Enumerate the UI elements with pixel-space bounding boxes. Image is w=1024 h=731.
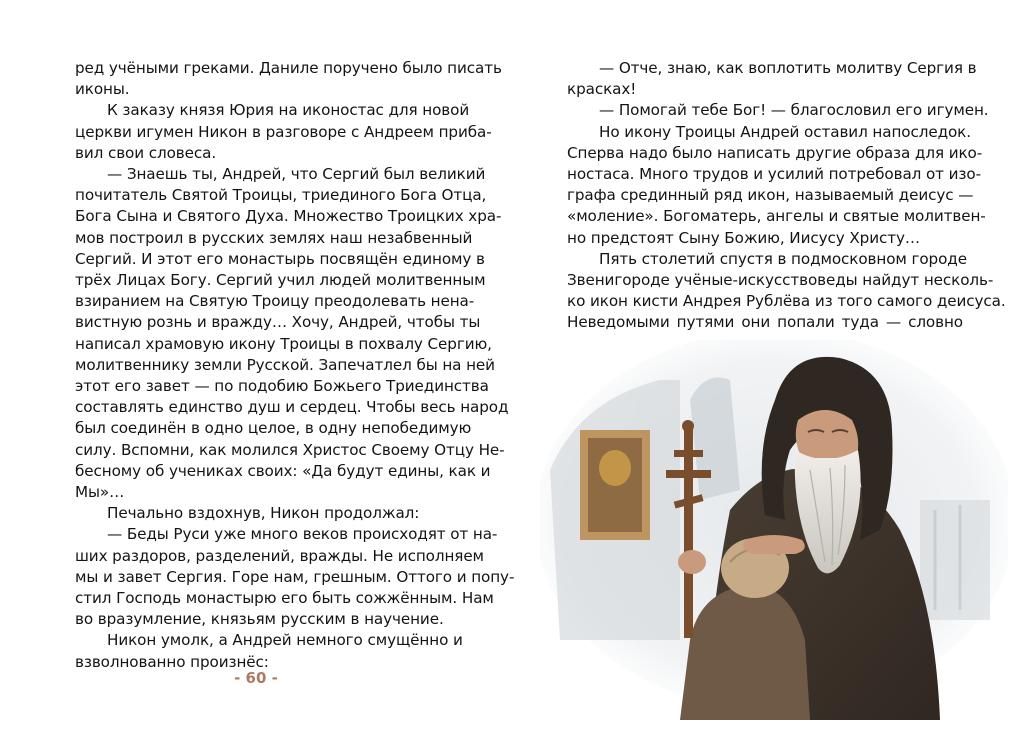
right-text-column <box>567 58 1006 334</box>
text-line: ред учёными греками. Даниле поручено было писать <box>75 59 502 77</box>
left-text-column <box>75 58 515 673</box>
text-line: Бога Сына и Святого Духа. Множество Троицких хра- <box>75 207 502 226</box>
text-line: Звенигороде учёные-искусствоведы найдут несколь- <box>567 271 994 290</box>
illustration-monk-blessing <box>540 340 1008 720</box>
text-line: почитатель Святой Троицы, триединого Бога Отца, <box>75 186 487 205</box>
text-line: ко икон кисти Андрея Рублёва из того самого деисуса. <box>567 292 1006 311</box>
text-line: Сперва надо было написать другие образа для ико- <box>567 143 983 162</box>
text-line: мы и завет Сергия. Горе нам, грешным. Оттого и попу- <box>75 567 515 586</box>
text-line: — Отче, знаю, как воплотить молитву Сергия в <box>599 59 977 77</box>
text-line: стил Господь монастырю его быть сожжённым. Нам <box>75 589 494 608</box>
text-line: — Знаешь ты, Андрей, что Сергий был великий <box>107 165 486 184</box>
text-line: ностаса. Много трудов и усилий потребовал от изо- <box>567 165 981 184</box>
text-line: Но икону Троицы Андрей оставил напоследок. <box>599 122 971 141</box>
text-line: вил свои словеса. <box>75 143 217 162</box>
text-line: Печально вздохнув, Никон продолжал: <box>107 504 420 523</box>
text-line: вистную рознь и вражду… Хочу, Андрей, чтобы ты <box>75 313 481 332</box>
text-line: составлять единство душ и сердец. Чтобы весь народ <box>75 398 509 417</box>
text-line: Пять столетий спустя в подмосковном городе <box>599 249 967 268</box>
text-line: но предстоят Сыну Божию, Иисусу Христу… <box>567 228 920 247</box>
text-line: бесному об учениках своих: «Да будут едины, как и <box>75 461 491 480</box>
text-line: Мы»… <box>75 483 125 502</box>
text-line: взиранием на Святую Троицу преодолевать нена- <box>75 292 475 311</box>
text-line: — Помогай тебе Бог! — благословил его игумен. <box>599 101 989 120</box>
text-line: был соединён в одно целое, в одну непобедимую <box>75 419 472 438</box>
text-line: трёх Лицах Богу. Сергий учил людей молитвенным <box>75 271 486 290</box>
text-line: графа срединный ряд икон, называемый деисус — <box>567 186 974 205</box>
text-line: иконы. <box>75 80 130 99</box>
text-line: Неведомыми путями они попали туда — словно <box>567 313 963 332</box>
text-line: этот его завет — по подобию Божьего Триединства <box>75 377 489 396</box>
text-line: Сергий. И этот его монастырь посвящён единому в <box>75 249 485 268</box>
text-line: написал храмовую икону Троицы в похвалу Сергию, <box>75 334 492 353</box>
text-line: силу. Вспомни, как молился Христос Своему Отцу Не- <box>75 440 505 459</box>
text-line: Никон умолк, а Андрей немного смущённо и <box>107 631 463 650</box>
text-line: взволнованно произнёс: <box>75 652 269 671</box>
text-line: ших раздоров, разделений, вражды. Не исполняем <box>75 546 484 565</box>
text-line: — Беды Руси уже много веков происходят от на- <box>107 525 498 544</box>
text-line: красках! <box>567 80 637 99</box>
text-line: К заказу князя Юрия на иконостас для новой <box>107 101 470 120</box>
wall-icon <box>580 430 650 540</box>
page-number: - 60 - <box>234 669 278 687</box>
text-line: молитвеннику земли Русской. Запечатлел бы на ней <box>75 355 495 374</box>
hand-holding-cross <box>678 550 706 574</box>
text-line: во вразумление, князьям русским в научение. <box>75 610 444 629</box>
text-line: церкви игумен Никон в разговоре с Андреем приба- <box>75 122 492 141</box>
text-line: «моление». Богоматерь, ангелы и святые молитвен- <box>567 207 986 226</box>
text-line: мов построил в русских землях наш незабвенный <box>75 228 473 247</box>
